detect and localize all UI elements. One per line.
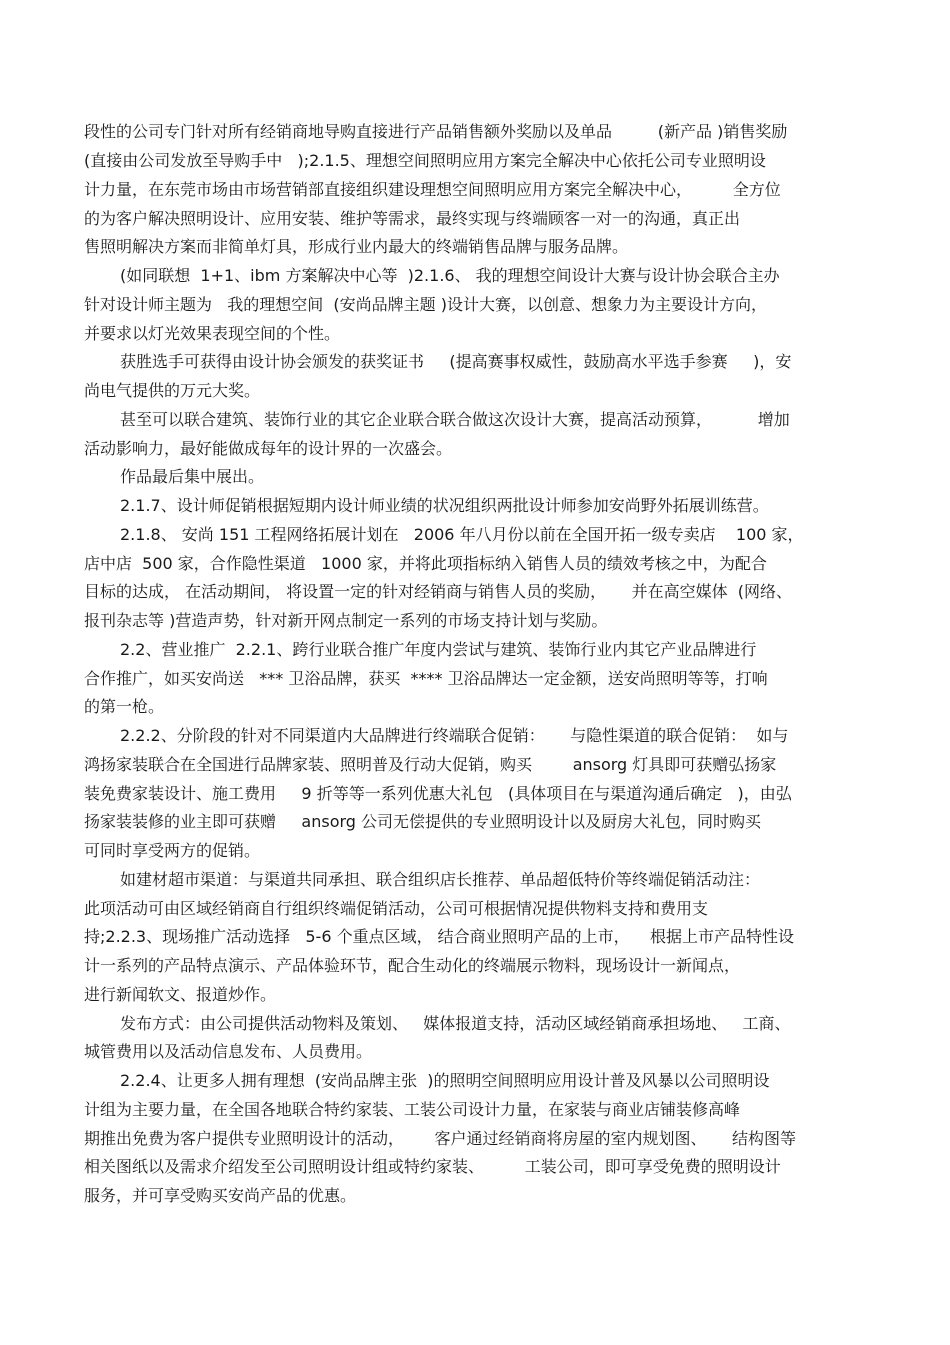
- text-line: 的第一枪。: [84, 697, 165, 716]
- text-line: 发布方式：由公司提供活动物料及策划、 媒体报道支持，活动区域经销商承担场地、 工商、: [120, 1014, 791, 1033]
- text-line: 相关图纸以及需求介绍发至公司照明设计组或特约家装、 工装公司，即可享受免费的照明设计: [84, 1157, 781, 1176]
- text-line: 计组为主要力量，在全国各地联合特约家装、工装公司设计力量，在家装与商业店铺装修高峰: [84, 1100, 741, 1119]
- text-line: 甚至可以联合建筑、装饰行业的其它企业联合联合做这次设计大赛，提高活动预算， 增加: [120, 410, 790, 429]
- text-line: 并要求以灯光效果表现空间的个性。: [84, 324, 341, 343]
- text-line: 合作推广，如买安尚送 *** 卫浴品牌，获买 **** 卫浴品牌达一定金额，送安尚照明等等，打响: [84, 669, 768, 688]
- text-line: 计一系列的产品特点演示、产品体验环节，配合生动化的终端展示物料，现场设计一新闻点，: [84, 956, 741, 975]
- text-line: 2.2.4、让更多人拥有理想 (安尚品牌主张 )的照明空间照明应用设计普及风暴以公司照明设: [120, 1071, 770, 1090]
- text-line: 进行新闻软文、报道炒作。: [84, 985, 277, 1004]
- text-line: 2.2.2、分阶段的针对不同渠道内大品牌进行终端联合促销： 与隐性渠道的联合促销： 如与: [120, 726, 789, 745]
- text-line: (直接由公司发放至导购手中 );2.1.5、理想空间照明应用方案完全解决中心依托公司专业照明设: [84, 151, 766, 170]
- text-line: 期推出免费为客户提供专业照明设计的活动， 客户通过经销商将房屋的室内规划图、 结构图等: [84, 1129, 796, 1148]
- text-line: 装免费家装设计、施工费用 9 折等等一系列优惠大礼包 (具体项目在与渠道沟通后确定 )，由弘: [84, 784, 792, 803]
- text-line: 计力量，在东莞市场由市场营销部直接组织建设理想空间照明应用方案完全解决中心， 全方位: [84, 180, 781, 199]
- text-line: 2.1.8、 安尚 151 工程网络拓展计划在 2006 年八月份以前在全国开拓一级专卖店 100 家，: [120, 525, 804, 544]
- text-line: 售照明解决方案而非简单灯具，形成行业内最大的终端销售品牌与服务品牌。: [84, 237, 629, 256]
- text-line: 如建材超市渠道：与渠道共同承担、联合组织店长推荐、单品超低特价等终端促销活动注：: [120, 870, 761, 889]
- text-line: 店中店 500 家，合作隐性渠道 1000 家，并将此项指标纳入销售人员的绩效考核之中，为配合: [84, 554, 767, 573]
- text-line: 2.2、营业推广 2.2.1、跨行业联合推广年度内尝试与建筑、装饰行业内其它产业品牌进行: [120, 640, 757, 659]
- text-line: 作品最后集中展出。: [120, 467, 265, 486]
- text-line: 持;2.2.3、现场推广活动选择 5-6 个重点区域， 结合商业照明产品的上市， 根据上市产品特性设: [84, 927, 795, 946]
- text-line: (如同联想 1+1、ibm 方案解决中心等 )2.1.6、 我的理想空间设计大赛与设计协会联合主办: [120, 266, 780, 285]
- text-line: 目标的达成， 在活动期间， 将设置一定的针对经销商与销售人员的奖励， 并在高空媒体 (网络、: [84, 582, 793, 601]
- text-line: 针对设计师主题为 我的理想空间 (安尚品牌主题 )设计大赛，以创意、想象力为主要设计方向，: [84, 295, 768, 314]
- text-line: 的为客户解决照明设计、应用安装、维护等需求，最终实现与终端顾客一对一的沟通，真正出: [84, 209, 741, 228]
- text-line: 此项活动可由区域经销商自行组织终端促销活动，公司可根据情况提供物料支持和费用支: [84, 899, 709, 918]
- text-line: 尚电气提供的万元大奖。: [84, 381, 261, 400]
- text-line: 报刊杂志等 )营造声势，针对新开网点制定一系列的市场支持计划与奖励。: [84, 611, 608, 630]
- text-line: 获胜选手可获得由设计协会颁发的获奖证书 (提高赛事权威性，鼓励高水平选手参赛 )，安: [120, 352, 792, 371]
- text-line: 可同时享受两方的促销。: [84, 841, 261, 860]
- text-line: 活动影响力，最好能做成每年的设计界的一次盛会。: [84, 439, 453, 458]
- text-line: 鸿扬家装联合在全国进行品牌家装、照明普及行动大促销，购买 ansorg 灯具即可获赠弘扬家: [84, 755, 777, 774]
- text-line: 城管费用以及活动信息发布、人员费用。: [84, 1042, 373, 1061]
- text-line: 扬家装装修的业主即可获赠 ansorg 公司无偿提供的专业照明设计以及厨房大礼包，同时购买: [84, 812, 762, 831]
- text-line: 段性的公司专门针对所有经销商地导购直接进行产品销售额外奖励以及单品 (新产品 )销售奖励: [84, 122, 788, 141]
- text-line: 2.1.7、设计师促销根据短期内设计师业绩的状况组织两批设计师参加安尚野外拓展训练营。: [120, 496, 769, 515]
- text-line: 服务，并可享受购买安尚产品的优惠。: [84, 1186, 357, 1205]
